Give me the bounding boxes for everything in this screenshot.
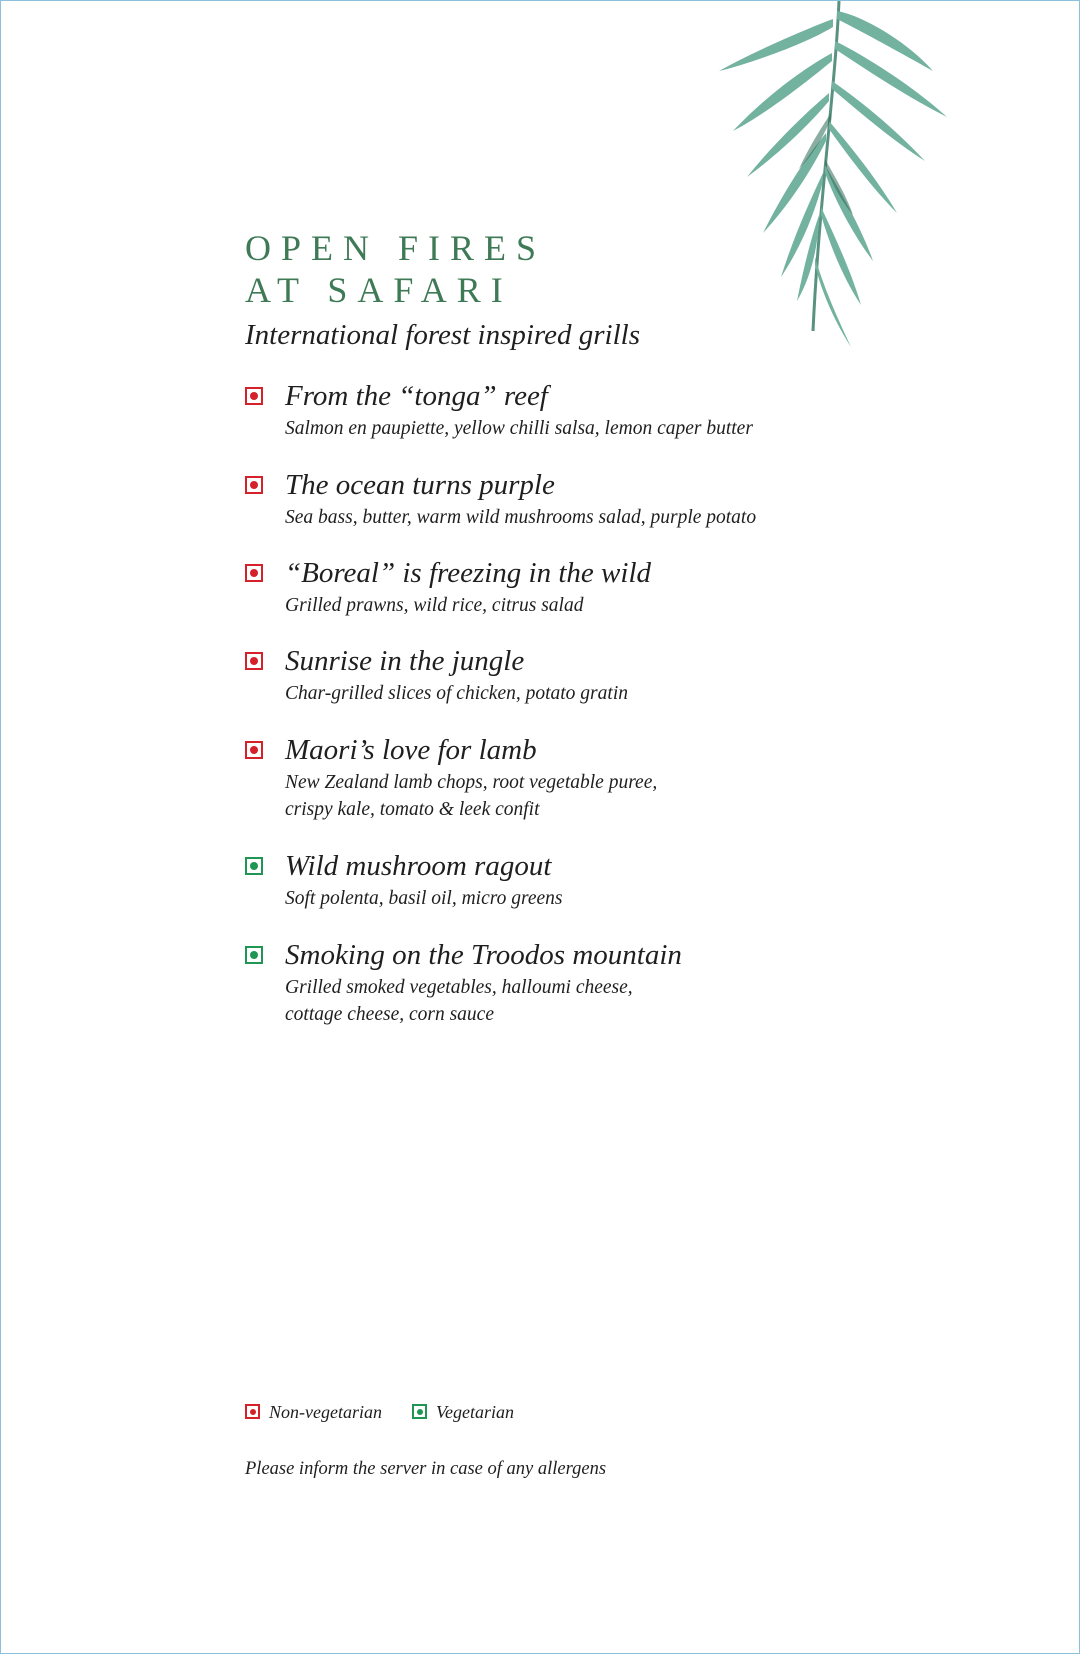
menu-item-description-line: Soft polenta, basil oil, micro greens xyxy=(285,888,563,909)
non-veg-symbol-icon xyxy=(245,387,263,405)
menu-item-description xyxy=(285,415,845,442)
menu-item-name: “Boreal” is freezing in the wild xyxy=(285,557,651,589)
non-veg-symbol-icon xyxy=(245,652,263,670)
menu-item-description-line: Grilled prawns, wild rice, citrus salad xyxy=(285,595,584,616)
legend-non-veg-label: Non-vegetarian xyxy=(269,1402,382,1422)
non-veg-symbol-icon xyxy=(245,476,263,494)
legend-veg-label: Vegetarian xyxy=(436,1402,514,1422)
menu-item-description xyxy=(285,680,845,707)
menu-item-name: The ocean turns purple xyxy=(285,469,555,501)
menu-item-name: Sunrise in the jungle xyxy=(285,645,525,677)
page-subtitle: International forest inspired grills xyxy=(245,319,640,351)
title-line-2: AT SAFARI xyxy=(245,270,513,310)
title-line-1: OPEN FIRES xyxy=(245,228,547,268)
menu-item-description-line: crispy kale, tomato & leek confit xyxy=(285,799,540,820)
veg-symbol-icon xyxy=(245,946,263,964)
menu-item-description-line: Char-grilled slices of chicken, potato gratin xyxy=(285,683,628,704)
non-veg-symbol-icon xyxy=(245,741,263,759)
menu-item-description-line: Sea bass, butter, warm wild mushrooms salad, purple potato xyxy=(285,507,757,528)
menu-item-description xyxy=(285,974,845,1028)
veg-symbol-icon xyxy=(412,1404,427,1419)
menu-item-description-line: cottage cheese, corn sauce xyxy=(285,1004,494,1025)
menu-item-name: Maori’s love for lamb xyxy=(285,734,537,766)
veg-symbol-icon xyxy=(245,857,263,875)
menu-item-name: Smoking on the Troodos mountain xyxy=(285,939,682,971)
allergen-note: Please inform the server in case of any allergens xyxy=(245,1459,607,1479)
menu-item-description xyxy=(285,504,845,531)
menu-item-description xyxy=(285,885,845,912)
menu-item-description-line: Salmon en paupiette, yellow chilli salsa, lemon caper butter xyxy=(285,418,753,439)
non-veg-symbol-icon xyxy=(245,564,263,582)
menu-item-description xyxy=(285,592,845,619)
menu-item-description-line: New Zealand lamb chops, root vegetable puree, xyxy=(285,772,658,793)
leaf-branch-icon xyxy=(711,1,971,361)
non-veg-symbol-icon xyxy=(245,1404,260,1419)
menu-item-name: From the “tonga” reef xyxy=(285,380,548,412)
menu-item-description-line: Grilled smoked vegetables, halloumi cheese, xyxy=(285,977,633,998)
page-title xyxy=(245,227,546,311)
menu-item-name: Wild mushroom ragout xyxy=(285,850,552,882)
menu-item-description xyxy=(285,769,845,823)
